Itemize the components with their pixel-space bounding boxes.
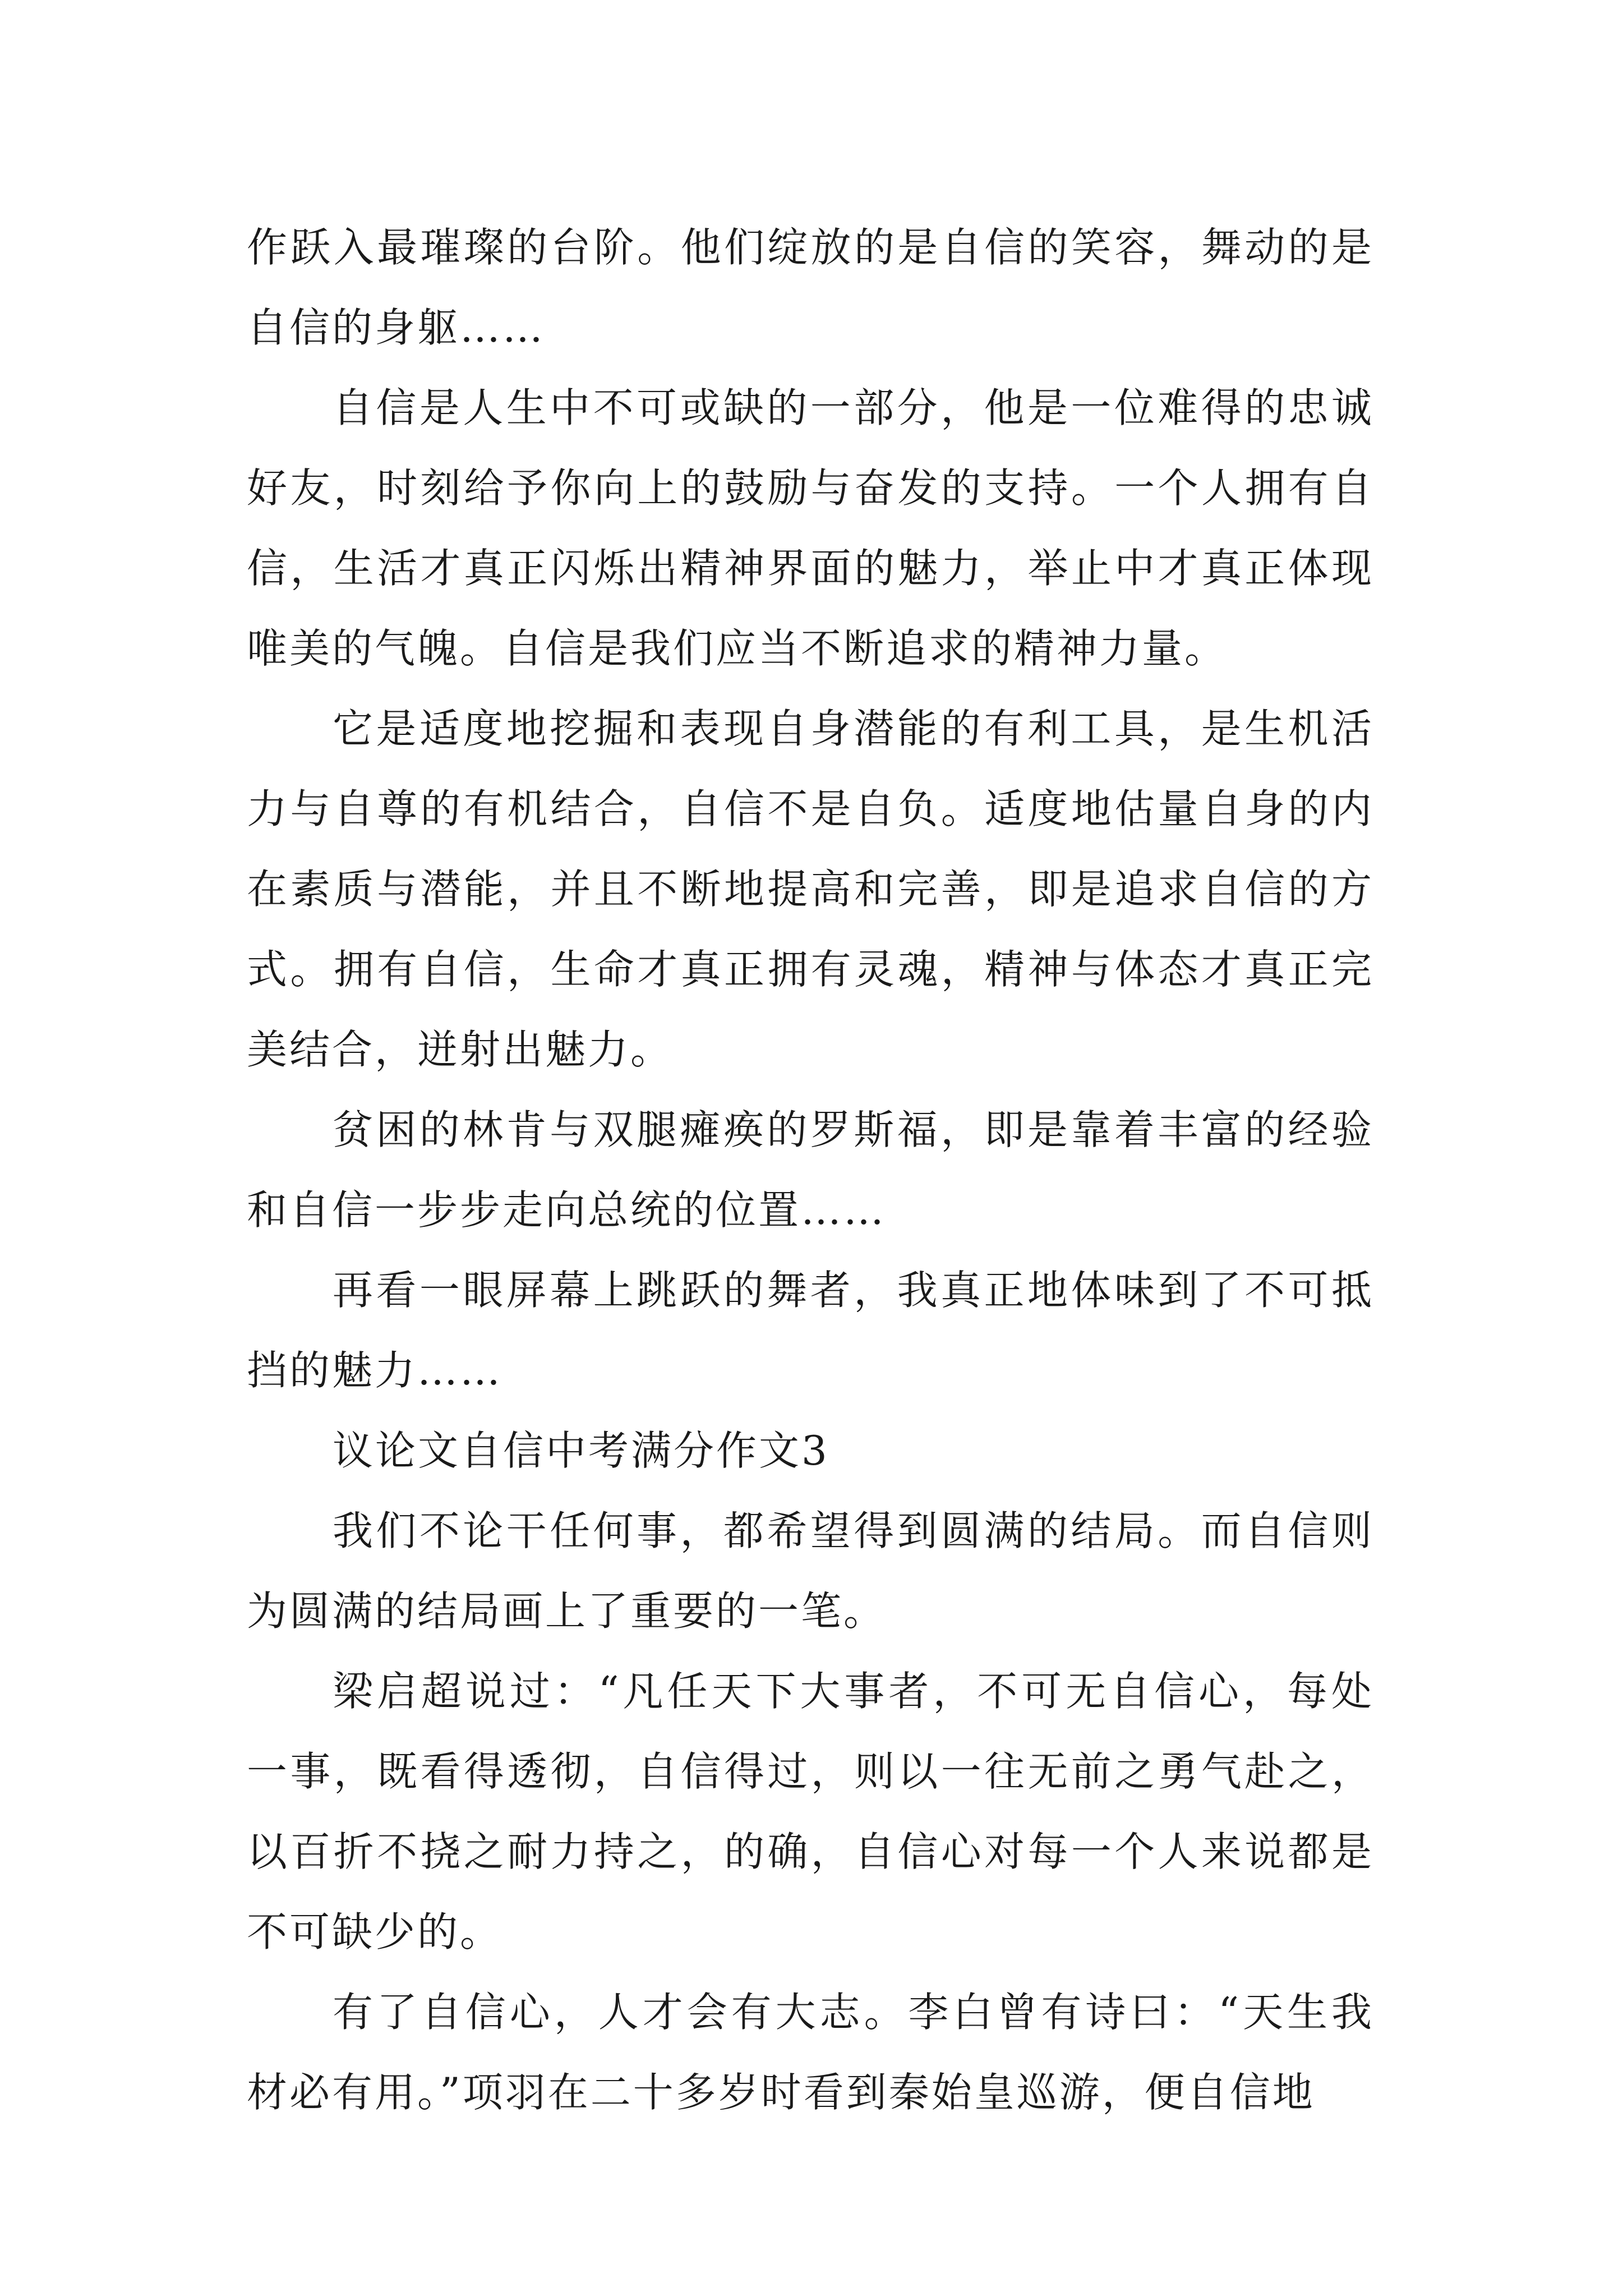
paragraph: 有了自信心，人才会有大志。李白曾有诗曰：“天生我材必有用。”项羽在二十多岁时看到秦始皇巡游，便自信地 [247, 1989, 1374, 2116]
paragraph: 再看一眼屏幕上跳跃的舞者，我真正地体味到了不可抵挡的魅力…… [247, 1267, 1374, 1394]
paragraph: 我们不论干任何事，都希望得到圆满的结局。而自信则为圆满的结局画上了重要的一笔。 [247, 1507, 1374, 1635]
paragraph: 梁启超说过：“凡任天下大事者，不可无自信心，每处一事，既看得透彻，自信得过，则以一往无前之勇气赴之，以百折不挠之耐力持之，的确，自信心对每一个人来说都是不可缺少的。 [247, 1668, 1374, 1955]
paragraph: 它是适度地挖掘和表现自身潜能的有利工具，是生机活力与自尊的有机结合，自信不是自负。适度地估量自身的内在素质与潜能，并且不断地提高和完善，即是追求自信的方式。拥有自信，生命才真正拥有灵魂，精神与体态才真正完美结合，迸射出魅力。 [247, 705, 1374, 1073]
paragraph: 自信是人生中不可或缺的一部分，他是一位难得的忠诚好友，时刻给予你向上的鼓励与奋发的支持。一个人拥有自信，生活才真正闪烁出精神界面的魅力，举止中才真正体现唯美的气魄。自信是我们应当不断追求的精神力量。 [247, 384, 1374, 672]
essay-body [247, 208, 1374, 2133]
paragraph: 贫困的林肯与双腿瘫痪的罗斯福，即是靠着丰富的经验和自信一步步走向总统的位置…… [247, 1106, 1374, 1234]
paragraph-continued: 作跃入最璀璨的台阶。他们绽放的是自信的笑容，舞动的是自信的身躯…… [247, 224, 1374, 351]
essay-title: 议论文自信中考满分作文3 [333, 1427, 829, 1474]
